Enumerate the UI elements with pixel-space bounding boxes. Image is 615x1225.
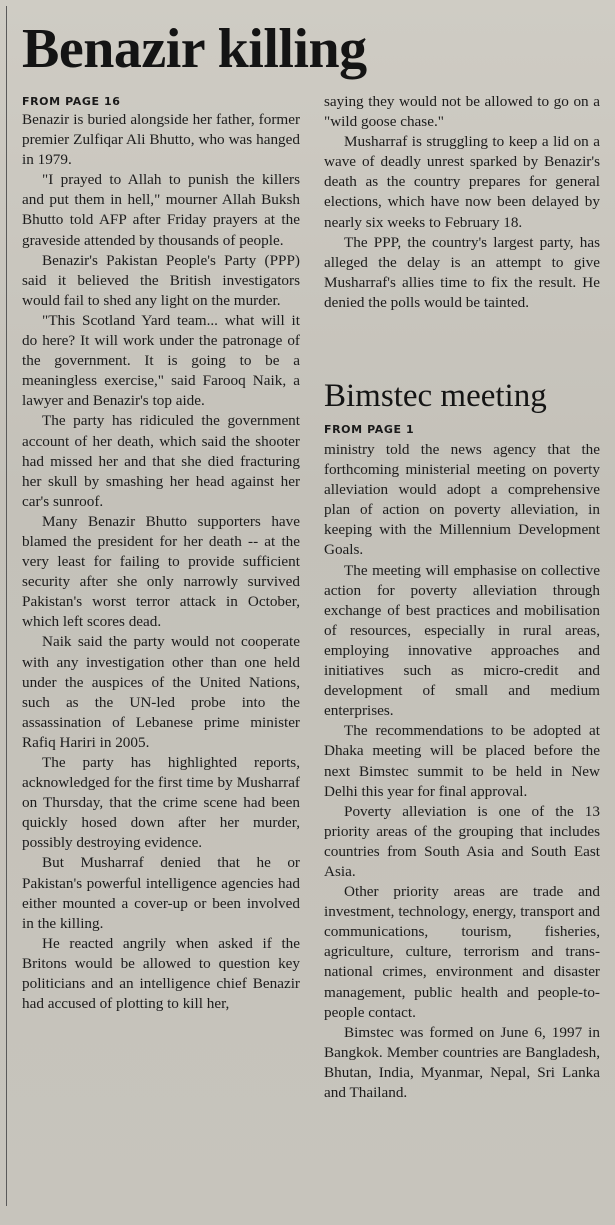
article-paragraph: Musharraf is struggling to keep a lid on a wave of deadly unrest sparked by Benazir's death as the country prepares for general elections, which have now been delayed by nearly six weeks to February 18. <box>324 133 600 231</box>
article-paragraph: ministry told the news agency that the forthcoming ministerial meeting on poverty alleviation would adopt a comprehensive plan of action on poverty alleviation, in keeping with the Millennium Development Goals. <box>324 441 600 559</box>
article-paragraph: Bimstec was formed on June 6, 1997 in Bangkok. Member countries are Bangladesh, Bhutan, India, Myanmar, Nepal, Sri Lanka and Thailand. <box>324 1023 600 1101</box>
second-story-column <box>324 440 600 1103</box>
article-paragraph: The meeting will emphasise on collective action for poverty alleviation through exchange of best practices and mobilisation of resources, especially in rural areas, employing innovative approaches and initiatives such as micro-credit and development of small and medium enterprises. <box>324 561 600 720</box>
article-paragraph: The PPP, the country's largest party, has alleged the delay is an attempt to give Musharraf's allies time to fix the result. He denied the polls would be tainted. <box>324 233 600 311</box>
article-paragraph: But Musharraf denied that he or Pakistan's powerful intelligence agencies had either mounted a cover-up or been involved in the killing. <box>22 854 300 932</box>
continuation-kicker: FROM PAGE 16 <box>22 95 121 108</box>
article-paragraph: Poverty alleviation is one of the 13 priority areas of the grouping that includes countries from South Asia and South East Asia. <box>324 802 600 880</box>
article-paragraph: Other priority areas are trade and investment, technology, energy, transport and communications, tourism, fisheries, agriculture, culture, terrorism and trans-national crimes, environment and disaster management, public health and people-to-people contact. <box>324 883 600 1021</box>
main-headline: Benazir killing <box>22 18 367 80</box>
article-paragraph: "This Scotland Yard team... what will it do here? It will work under the patronage of the government. It is going to be a meaningless exercise," said Farooq Naik, a lawyer and Benazir's top aide. <box>22 311 300 410</box>
article-paragraph: Many Benazir Bhutto supporters have blamed the president for her death -- at the very least for failing to provide sufficient security after she only narrowly survived Pakistan's worst terror attack in October, which left scores dead. <box>22 512 300 631</box>
column-rule <box>6 6 7 1206</box>
left-article-column <box>22 110 300 1014</box>
article-paragraph: "I prayed to Allah to punish the killers and put them in hell," mourner Allah Buksh Bhutto told AFP after Friday prayers at the graveside attended by thousands of people. <box>22 171 300 249</box>
article-paragraph: Benazir's Pakistan People's Party (PPP) said it believed the British investigators would fail to shed any light on the murder. <box>22 251 300 309</box>
article-paragraph: The party has ridiculed the government account of her death, which said the shooter had missed her and that she died fracturing her skull by smashing her head against her car's sunroof. <box>22 412 300 510</box>
second-story-kicker: FROM PAGE 1 <box>324 423 415 436</box>
article-paragraph: He reacted angrily when asked if the Britons would be allowed to question key politicians and an intelligence chief Benazir had accused of plotting to kill her, <box>22 934 300 1013</box>
second-story-headline: Bimstec meeting <box>324 378 547 414</box>
article-paragraph: Naik said the party would not cooperate with any investigation other than one held under the auspices of the United Nations, such as the UN-led probe into the assassination of Lebanese prime minister Rafiq Hariri in 2005. <box>22 633 300 751</box>
article-paragraph: saying they would not be allowed to go on a "wild goose chase." <box>324 93 600 131</box>
right-article-column <box>324 92 600 313</box>
article-paragraph: The recommendations to be adopted at Dhaka meeting will be placed before the next Bimstec summit to be held in New Delhi this year for final approval. <box>324 722 600 800</box>
article-paragraph: The party has highlighted reports, acknowledged for the first time by Musharraf on Thursday, that the crime scene had been quickly hosed down after her murder, possibly destroying evidence. <box>22 754 300 852</box>
article-paragraph: Benazir is buried alongside her father, former premier Zulfiqar Ali Bhutto, who was hanged in 1979. <box>22 111 300 169</box>
